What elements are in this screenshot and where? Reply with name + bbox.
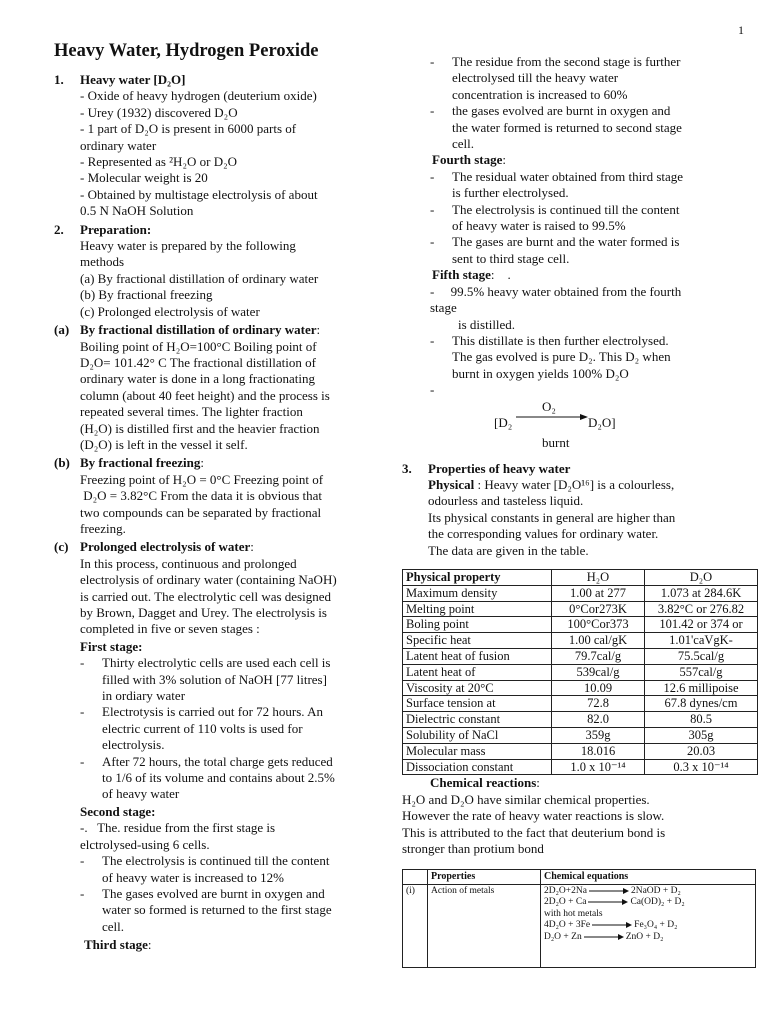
text-line: - 99.5% heavy water obtained from the fourth bbox=[430, 283, 682, 299]
list-item: - The electrolysis is continued till the content of heavy water is raised to 99.5% bbox=[430, 201, 680, 234]
table-cell: 1.0 x 10⁻¹⁴ bbox=[552, 759, 645, 775]
equation-products: Ca(OD)₂ + D₂ bbox=[630, 897, 685, 908]
text-line: H₂O and D₂O have similar chemical properties. bbox=[402, 791, 650, 807]
text-line: This is attributed to the fact that deuterium bond is bbox=[402, 824, 666, 840]
section-3-body bbox=[402, 477, 756, 559]
list-item: - The electrolysis is continued till the content of heavy water is increased to 12% bbox=[80, 853, 330, 885]
text-line: column (about 40 feet height) and the process is bbox=[80, 387, 330, 403]
table-cell: 82.0 bbox=[552, 712, 645, 728]
list-item: - Thirty electrolytic cells are used each cell is filled with 3% solution of NaOH [77 litres] in ordiary water bbox=[80, 655, 331, 704]
text-line: D₂O= 101.42° C The fractional distillation of bbox=[80, 354, 316, 370]
table-cell: Specific heat bbox=[403, 633, 552, 649]
chemical-equations-table bbox=[402, 869, 756, 968]
reaction-reactant: [D₂ bbox=[494, 414, 513, 430]
equation-products: 2NaOD + D₂ bbox=[630, 885, 681, 896]
table-cell: Boling point bbox=[403, 617, 552, 633]
list-item: - The gases evolved are burnt in oxygen and water so formed is returned to the first stage cell. bbox=[80, 885, 332, 934]
right-column bbox=[402, 54, 756, 968]
table-cell: Surface tension at bbox=[403, 696, 552, 712]
text-line: two compounds can be separated by fractional bbox=[80, 504, 322, 520]
text-line: However the rate of heavy water reactions is slow. bbox=[402, 808, 665, 824]
text-line: is distilled. bbox=[458, 316, 516, 332]
arrow-icon bbox=[592, 922, 632, 928]
equation-line bbox=[544, 909, 752, 921]
text-line: stronger than protium bond bbox=[402, 840, 544, 856]
table-cell: 539cal/g bbox=[552, 664, 645, 680]
section-1-body-cont bbox=[54, 154, 390, 220]
table-cell: 67.8 dynes/cm bbox=[645, 696, 758, 712]
text-line: Its physical constants in general are higher than bbox=[428, 509, 676, 525]
section-2-heading: 2. Preparation: bbox=[54, 221, 152, 237]
text-line: repeated several times. The lighter fraction bbox=[80, 404, 303, 420]
table-cell: 72.8 bbox=[552, 696, 645, 712]
text-line: - Urey (1932) discovered D₂O bbox=[80, 104, 238, 120]
table-row bbox=[403, 648, 758, 664]
text-line: -. The. residue from the first stage is bbox=[80, 820, 276, 836]
physical-properties-table bbox=[402, 569, 758, 775]
table-cell: 79.7cal/g bbox=[552, 648, 645, 664]
reaction-below-label: burnt bbox=[542, 434, 570, 450]
text-line: - Molecular weight is 20 bbox=[80, 170, 208, 186]
text-line: (a) By fractional distillation of ordinary water bbox=[80, 270, 319, 286]
text-line: - bbox=[430, 382, 435, 398]
subsection-a-body bbox=[54, 339, 390, 454]
column-header: H₂O bbox=[552, 569, 645, 585]
third-stage-heading: Third stage: bbox=[84, 937, 152, 953]
equation-products: ZnO + D₂ bbox=[625, 931, 664, 942]
text-line: ordinary water bbox=[80, 137, 157, 153]
table-row bbox=[403, 712, 758, 728]
table-header-row bbox=[403, 569, 758, 585]
text-line: ordinary water is done in a long fractionating bbox=[80, 371, 316, 387]
table-cell: Viscosity at 20°C bbox=[403, 680, 552, 696]
list-item: - The residue from the second stage is further electrolysed till the heavy water concentration is increased to 60% bbox=[430, 54, 681, 102]
table-cell: 75.5cal/g bbox=[645, 648, 758, 664]
text-line: (H₂O) is distilled first and the heavier fraction bbox=[80, 420, 320, 436]
table-cell: 1.00 cal/gK bbox=[552, 633, 645, 649]
text-line: 0.5 N NaOH Solution bbox=[80, 203, 194, 219]
table-cell: 101.42 or 374 or bbox=[645, 617, 758, 633]
equation-line bbox=[544, 897, 752, 909]
table-cell: 12.6 millipoise bbox=[645, 680, 758, 696]
text-line: - Represented as ²H₂O or D₂O bbox=[80, 154, 238, 170]
text-line: Heavy water is prepared by the following bbox=[80, 238, 296, 254]
reaction-diagram bbox=[494, 399, 634, 461]
table-cell: 3.82°C or 276.82 bbox=[645, 601, 758, 617]
column-header: Properties bbox=[428, 870, 541, 885]
subsection-a-heading: (a) By fractional distillation of ordinary water: bbox=[54, 322, 321, 338]
reaction-above-label: O₂ bbox=[542, 398, 556, 414]
equation-reactants: D₂O + Zn bbox=[544, 931, 582, 942]
table-cell: 359g bbox=[552, 727, 645, 743]
text-line: (c) Prolonged electrolysis of water bbox=[80, 303, 260, 319]
table-row bbox=[403, 664, 758, 680]
text-line: Boiling point of H₂O=100°C Boiling point of bbox=[80, 338, 317, 354]
text-line: (b) By fractional freezing bbox=[80, 287, 213, 303]
table-cell: 1.01'caVgK- bbox=[645, 633, 758, 649]
list-item: - The gases are burnt and the water formed is sent to third stage cell. bbox=[430, 234, 680, 266]
second-stage-heading: Second stage: bbox=[80, 803, 156, 819]
table-row bbox=[403, 884, 756, 967]
equation-line bbox=[544, 920, 752, 932]
table-cell: 10.09 bbox=[552, 680, 645, 696]
equation-line bbox=[544, 932, 752, 944]
text-line: methods bbox=[80, 254, 125, 270]
table-row bbox=[403, 727, 758, 743]
equation-reactants: with hot metals bbox=[544, 908, 603, 919]
equation-reactants: 2D₂O+2Na bbox=[544, 885, 587, 896]
text-line: D₂O = 3.82°C From the data it is obvious that bbox=[80, 488, 323, 504]
text-line: elctrolysed-using 6 cells. bbox=[80, 836, 210, 852]
reaction-arrow-icon bbox=[516, 413, 588, 421]
subsection-c-body bbox=[54, 556, 390, 954]
arrow-icon bbox=[588, 899, 628, 905]
arrow-icon bbox=[584, 934, 624, 940]
page-title: Heavy Water, Hydrogen Peroxide bbox=[54, 41, 319, 61]
table-row bbox=[403, 743, 758, 759]
section-2-body bbox=[54, 238, 390, 320]
subsection-b-heading: (b) By fractional freezing: bbox=[54, 455, 204, 471]
table-cell: 20.03 bbox=[645, 743, 758, 759]
text-line: In this process, continuous and prolonged bbox=[80, 555, 297, 571]
text-line: The data are given in the table. bbox=[428, 542, 589, 558]
table-body bbox=[403, 585, 758, 775]
fifth-stage-heading: Fifth stage: . bbox=[432, 267, 511, 283]
table-row bbox=[403, 617, 758, 633]
subsection-c-heading: (c) Prolonged electrolysis of water: bbox=[54, 539, 254, 555]
page-number: 1 bbox=[738, 23, 744, 37]
table-cell: Latent heat of bbox=[403, 664, 552, 680]
table-row bbox=[403, 585, 758, 601]
table-cell: Molecular mass bbox=[403, 743, 552, 759]
table-cell: Solubility of NaCl bbox=[403, 727, 552, 743]
table-cell: Dielectric constant bbox=[403, 712, 552, 728]
column-header: Physical property bbox=[403, 569, 552, 585]
first-stage-heading: First stage: bbox=[80, 638, 143, 654]
text-line: - Oxide of heavy hydrogen (deuterium oxide) bbox=[80, 88, 317, 104]
text-line: Freezing point of H₂O = 0°C Freezing point of bbox=[80, 471, 324, 487]
equations-cell bbox=[541, 884, 756, 967]
text-line: (D₂O) is left in the vessel it self. bbox=[80, 436, 248, 452]
subsection-b-body bbox=[54, 472, 390, 538]
table-cell: 80.5 bbox=[645, 712, 758, 728]
list-item: - This distillate is then further electrolysed. The gas evolved is pure D₂. This D₂ when burnt in oxygen yields 100% D₂O bbox=[430, 332, 671, 381]
text-line: odourless and tasteless liquid. bbox=[428, 493, 584, 509]
equation-reactants: 2D₂O + Ca bbox=[544, 897, 587, 908]
table-row bbox=[403, 696, 758, 712]
text-line: - Obtained by multistage electrolysis of about bbox=[80, 186, 318, 202]
reaction-product: D₂O] bbox=[588, 414, 616, 430]
table-cell: 0.3 x 10⁻¹⁴ bbox=[645, 759, 758, 775]
table-cell: Action of metals bbox=[428, 884, 541, 967]
equation-line bbox=[544, 886, 752, 898]
table-cell: Latent heat of fusion bbox=[403, 648, 552, 664]
text-line: electrolysis of ordinary water (containing NaOH) bbox=[80, 572, 337, 588]
list-item: - the gases evolved are burnt in oxygen and the water formed is returned to second stage cell. bbox=[430, 103, 682, 152]
chemical-reactions-heading: Chemical reactions: bbox=[430, 775, 540, 791]
column-header bbox=[403, 870, 428, 885]
text-line: completed in five or seven stages : bbox=[80, 621, 260, 637]
table-cell: 100°Cor373 bbox=[552, 617, 645, 633]
text-line: freezing. bbox=[80, 520, 126, 536]
text-line: the corresponding values for ordinary water. bbox=[428, 526, 659, 542]
table-cell: 0°Cor273K bbox=[552, 601, 645, 617]
column-header: Chemical equations bbox=[541, 870, 756, 885]
list-item: - Electrotysis is carried out for 72 hours. An electric current of 110 volts is used for electrolysis. bbox=[80, 704, 323, 753]
text-line: is carried out. The electrolytic cell was designed bbox=[80, 588, 331, 604]
table-cell: 1.00 at 277 bbox=[552, 585, 645, 601]
table-cell: Maximum density bbox=[403, 585, 552, 601]
list-item: - The residual water obtained from third stage is further electrolysed. bbox=[430, 168, 684, 201]
column-header: D₂O bbox=[645, 569, 758, 585]
table-cell: (i) bbox=[403, 884, 428, 967]
table-header-row bbox=[403, 870, 756, 885]
table-row bbox=[403, 680, 758, 696]
arrow-icon bbox=[589, 888, 629, 894]
list-item: - After 72 hours, the total charge gets reduced to 1/6 of its volume and contains about 2.5% of heavy water bbox=[80, 753, 335, 802]
table-cell: 18.016 bbox=[552, 743, 645, 759]
text-line: by Brown, Dagget and Urey. The electrolysis is bbox=[80, 605, 327, 620]
left-column bbox=[54, 40, 390, 954]
table-cell: 1.073 at 284.6K bbox=[645, 585, 758, 601]
text-line: Physical : Heavy water [D₂O¹⁶] is a colourless, bbox=[428, 476, 675, 492]
table-cell: Dissociation constant bbox=[403, 759, 552, 775]
table-row bbox=[403, 601, 758, 617]
equation-reactants: 4D₂O + 3Fe bbox=[544, 920, 591, 931]
table-row bbox=[403, 633, 758, 649]
table-cell: 557cal/g bbox=[645, 664, 758, 680]
section-1-heading: 1. Heavy water [D₂O] bbox=[54, 72, 186, 87]
table-row bbox=[403, 759, 758, 775]
text-line: - 1 part of D₂O is present in 6000 parts of bbox=[80, 121, 297, 137]
section-3-heading: 3. Properties of heavy water bbox=[402, 460, 571, 476]
fourth-stage-heading: Fourth stage: bbox=[432, 152, 507, 168]
section-1-body bbox=[54, 88, 390, 137]
table-cell: 305g bbox=[645, 727, 758, 743]
equation-products: Fe₃O₄ + D₂ bbox=[634, 920, 678, 931]
table-cell: Melting point bbox=[403, 601, 552, 617]
text-line: stage bbox=[430, 300, 457, 316]
